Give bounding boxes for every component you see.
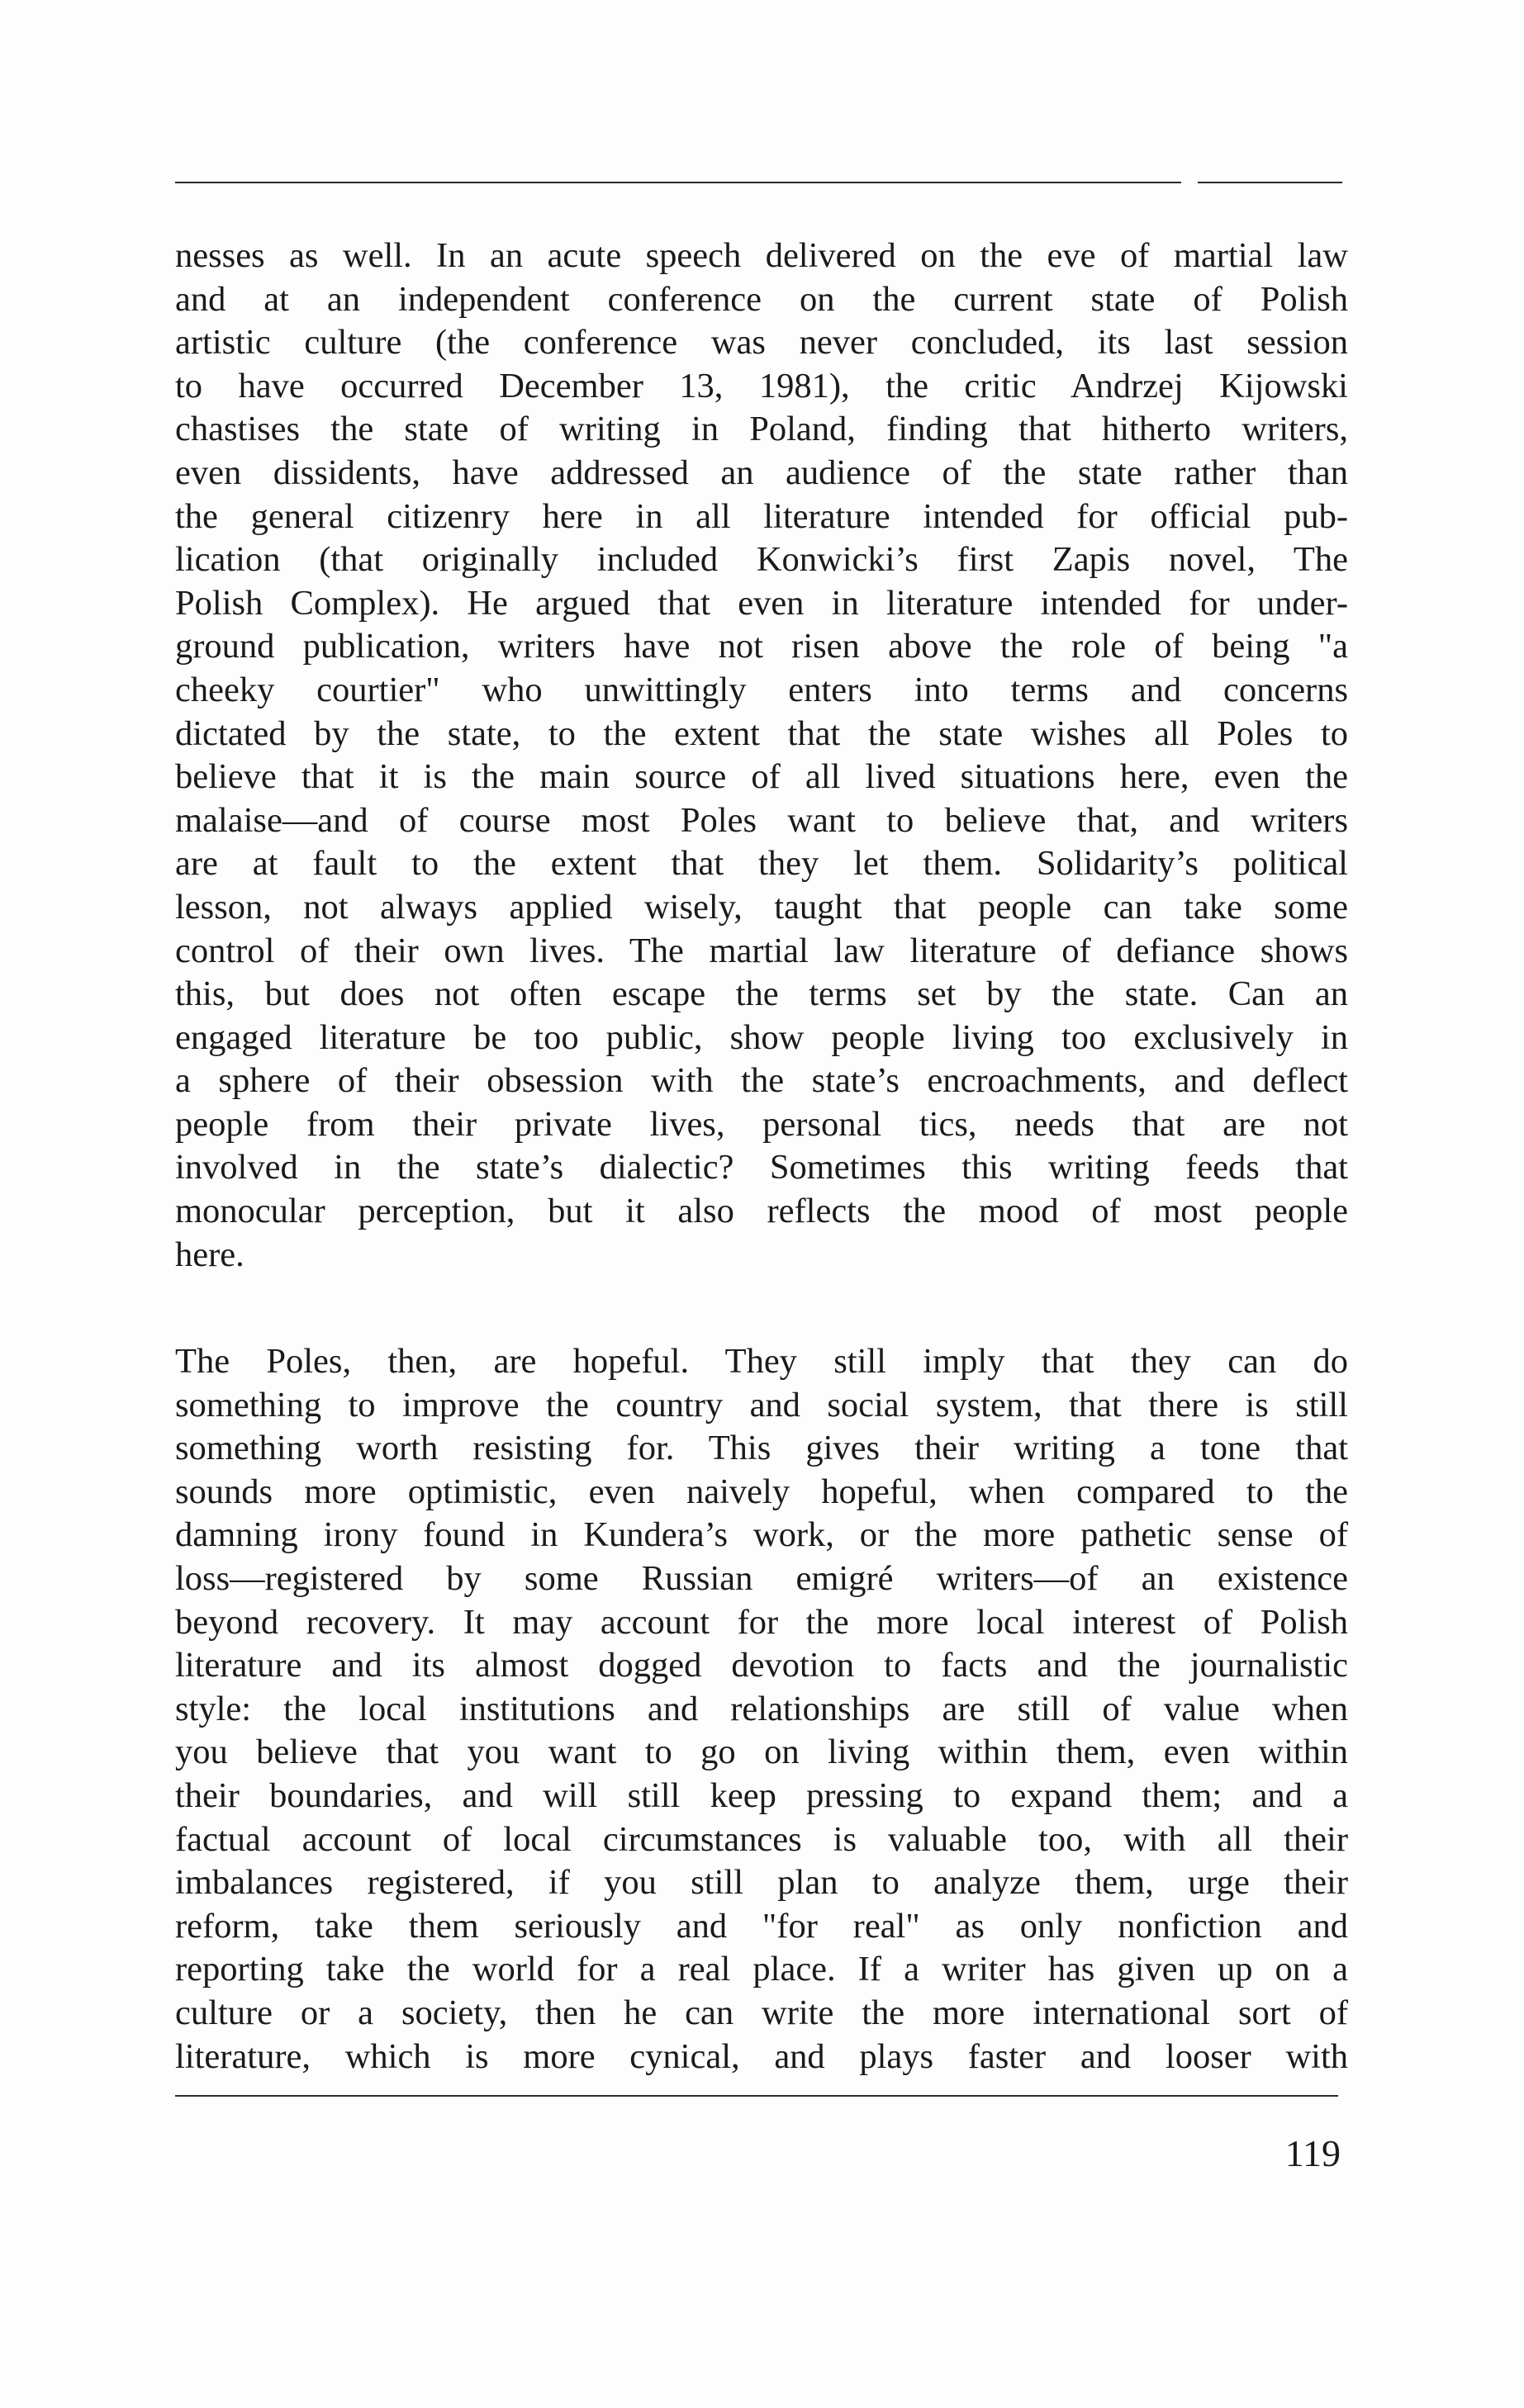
- paragraph-1: [175, 235, 1348, 1277]
- footer-rule: [175, 2095, 1338, 2097]
- text-line: even dissidents, have addressed an audience of the state rather than: [175, 453, 1348, 492]
- text-line: The Poles, then, are hopeful. They still imply that they can do: [175, 1342, 1348, 1381]
- text-line: nesses as well. In an acute speech delivered on the eve of martial law: [175, 236, 1348, 275]
- header-rule-short: [1198, 182, 1342, 183]
- text-line: are at fault to the extent that they let them. Solidarity’s political: [175, 844, 1348, 884]
- text-line: control of their own lives. The martial law literature of defiance shows: [175, 931, 1348, 970]
- text-line: damning irony found in Kundera’s work, or the more pathetic sense of: [175, 1515, 1348, 1555]
- text-line: here.: [175, 1235, 245, 1274]
- header-rule: [175, 182, 1181, 183]
- text-line: engaged literature be too public, show people living too exclusively in: [175, 1017, 1348, 1057]
- text-line: sounds more optimistic, even naively hopeful, when compared to the: [175, 1472, 1348, 1511]
- text-line: reporting take the world for a real place. If a writer has given up on a: [175, 1950, 1348, 1989]
- text-line: culture or a society, then he can write the more international sort of: [175, 1993, 1348, 2032]
- text-line: people from their private lives, personal tics, needs that are not: [175, 1104, 1348, 1144]
- text-line: this, but does not often escape the terms set by the state. Can an: [175, 974, 1348, 1014]
- text-line: dictated by the state, to the extent that the state wishes all Poles to: [175, 713, 1348, 753]
- text-line: something worth resisting for. This gives their writing a tone that: [175, 1429, 1348, 1468]
- text-line: beyond recovery. It may account for the more local interest of Polish: [175, 1602, 1348, 1642]
- text-line: loss—registered by some Russian emigré writers—of an existence: [175, 1558, 1348, 1598]
- text-line: monocular perception, but it also reflects the mood of most people: [175, 1192, 1348, 1231]
- text-line: artistic culture (the conference was never concluded, its last session: [175, 323, 1348, 363]
- text-line: factual account of local circumstances is valuable too, with all their: [175, 1819, 1348, 1859]
- text-line: a sphere of their obsession with the state’s encroachments, and deflect: [175, 1061, 1348, 1101]
- text-line: Polish Complex). He argued that even in literature intended for under-: [175, 583, 1348, 623]
- text-line: literature and its almost dogged devotion to facts and the journalistic: [175, 1646, 1348, 1685]
- text-line: reform, take them seriously and "for real" as only nonfiction and: [175, 1906, 1348, 1946]
- text-line: cheeky courtier" who unwittingly enters into terms and concerns: [175, 670, 1348, 709]
- text-line: something to improve the country and social system, that there is still: [175, 1385, 1348, 1424]
- text-line: you believe that you want to go on living within them, even within: [175, 1733, 1348, 1772]
- text-line: to have occurred December 13, 1981), the critic Andrzej Kijowski: [175, 366, 1348, 405]
- text-line: their boundaries, and will still keep pressing to expand them; and a: [175, 1775, 1348, 1815]
- text-line: ground publication, writers have not risen above the role of being "a: [175, 627, 1348, 666]
- page-number: 119: [1284, 2132, 1341, 2174]
- text-line: lesson, not always applied wisely, taught that people can take some: [175, 887, 1348, 927]
- text-line: malaise—and of course most Poles want to believe that, and writers: [175, 800, 1348, 840]
- text-line: lication (that originally included Konwicki’s first Zapis novel, The: [175, 540, 1348, 580]
- paragraph-2: [175, 1340, 1348, 2079]
- text-line: believe that it is the main source of all lived situations here, even the: [175, 757, 1348, 797]
- text-line: and at an independent conference on the current state of Polish: [175, 279, 1348, 319]
- text-line: involved in the state’s dialectic? Sometimes this writing feeds that: [175, 1148, 1348, 1187]
- text-line: chastises the state of writing in Poland, finding that hitherto writers,: [175, 410, 1348, 449]
- text-line: the general citizenry here in all literature intended for official pub-: [175, 496, 1348, 536]
- text-line: style: the local institutions and relationships are still of value when: [175, 1689, 1348, 1728]
- text-line: imbalances registered, if you still plan to analyze them, urge their: [175, 1863, 1348, 1903]
- text-line: literature, which is more cynical, and plays faster and looser with: [175, 2036, 1348, 2076]
